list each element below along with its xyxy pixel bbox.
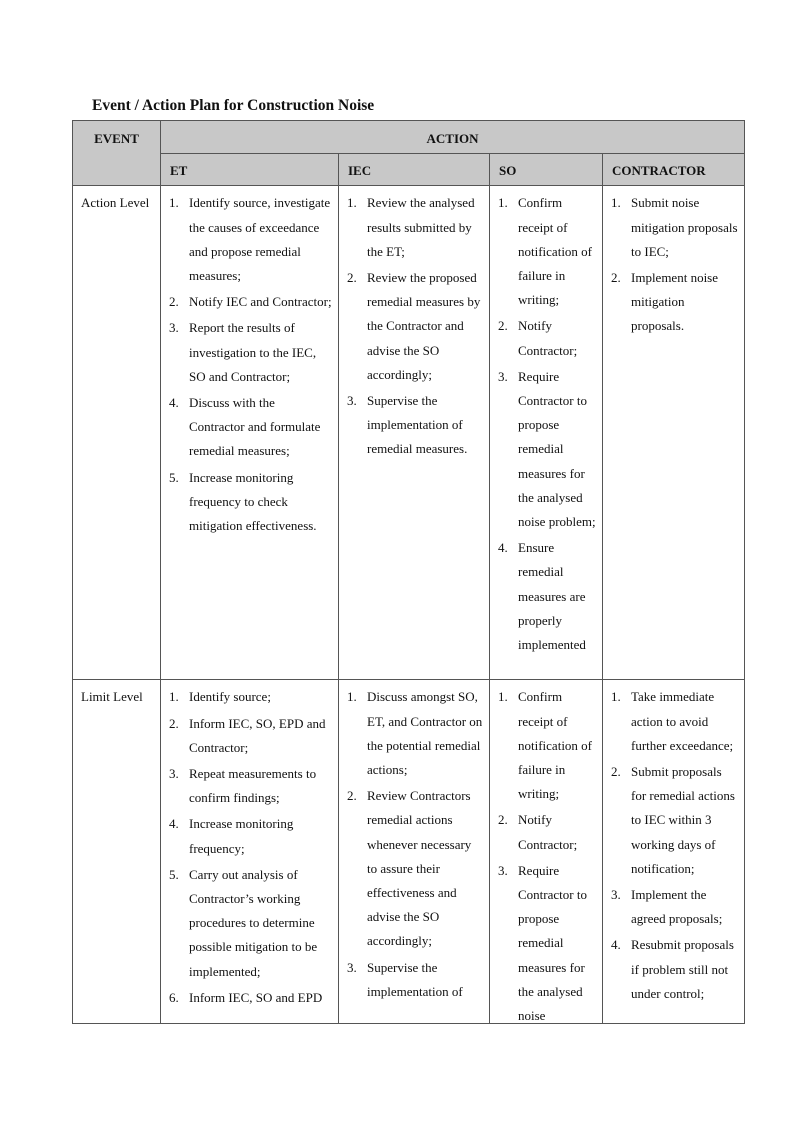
item-text: Review the proposed remedial measures by the Contractor and advise the SO accordingly; <box>367 270 481 382</box>
header-contractor: CONTRACTOR <box>603 154 745 186</box>
item-text: Ensure remedial measures are properly implemented <box>518 540 586 653</box>
item-number: 3. <box>347 959 357 975</box>
item-number: 6. <box>169 989 179 1005</box>
list-item <box>611 266 738 339</box>
list-item <box>169 812 332 860</box>
item-number: 3. <box>169 320 179 336</box>
list-item <box>169 863 332 984</box>
item-number: 2. <box>169 294 179 310</box>
list-item <box>611 883 738 931</box>
item-text: Identify source; <box>189 689 271 705</box>
et-actions <box>161 186 339 680</box>
item-number: 2. <box>611 270 621 286</box>
item-text: Implement noise mitigation proposals. <box>631 270 719 334</box>
header-event: EVENT <box>73 121 161 186</box>
item-number: 4. <box>498 540 508 556</box>
iec-actions <box>339 186 490 680</box>
item-number: 1. <box>498 689 508 705</box>
list-item <box>611 191 738 264</box>
header-et: ET <box>161 154 339 186</box>
event-cell: Limit Level <box>73 680 161 1024</box>
item-text: Report the results of investigation to the IEC, SO and Contractor; <box>189 320 317 384</box>
item-text: Notify IEC and Contractor; <box>189 294 332 310</box>
item-text: Inform IEC, SO, EPD and Contractor; <box>189 715 326 755</box>
item-text: Submit noise mitigation proposals to IEC; <box>631 195 738 259</box>
contractor-actions <box>603 680 745 1024</box>
list-item <box>611 760 738 881</box>
item-number: 3. <box>347 393 357 409</box>
list-item <box>169 466 332 539</box>
item-number: 4. <box>169 395 179 411</box>
event-action-table <box>72 120 745 1024</box>
list-item <box>347 956 483 1004</box>
iec-actions <box>339 680 490 1024</box>
list-item <box>169 316 332 389</box>
item-number: 1. <box>611 195 621 211</box>
item-text: Confirm receipt of notification of failure in writing; <box>518 689 593 802</box>
item-number: 2. <box>347 270 357 286</box>
so-actions <box>490 186 603 680</box>
item-text: Review the analysed results submitted by the ET; <box>367 195 475 259</box>
item-text: Require Contractor to propose remedial measures for the analysed noise problem; <box>518 368 596 530</box>
item-text: Confirm receipt of notification of failure in writing; <box>518 195 593 308</box>
list-item <box>498 536 596 657</box>
et-actions <box>161 680 339 1024</box>
page-title: Event / Action Plan for Construction Noise <box>92 97 375 114</box>
list-item <box>347 191 483 264</box>
item-number: 2. <box>498 318 508 334</box>
item-text: Resubmit proposals if problem still not under control; <box>631 937 734 1001</box>
event-cell: Action Level <box>73 186 161 680</box>
item-number: 1. <box>347 689 357 705</box>
item-number: 1. <box>498 195 508 211</box>
item-text: Discuss with the Contractor and formulate remedial measures; <box>189 395 321 459</box>
list-item <box>611 933 738 1006</box>
header-row-sub <box>73 154 745 186</box>
item-number: 2. <box>611 764 621 780</box>
item-number: 1. <box>169 195 179 211</box>
header-so: SO <box>490 154 603 186</box>
list-item <box>169 762 332 810</box>
item-text: Increase monitoring frequency to check mitigation effectiveness. <box>189 469 317 534</box>
item-text: Inform IEC, SO and EPD <box>189 989 323 1005</box>
item-number: 2. <box>347 788 357 804</box>
list-item <box>347 784 483 953</box>
item-text: Submit proposals for remedial actions to IEC within 3 working days of notification; <box>631 764 735 876</box>
item-text: Implement the agreed proposals; <box>631 887 723 927</box>
item-text: Take immediate action to avoid further exceedance; <box>631 689 734 753</box>
item-text: Review Contractors remedial actions whenever necessary to assure their effectiveness and advise the SO accordingly; <box>367 788 472 949</box>
list-item <box>498 314 596 362</box>
contractor-actions <box>603 186 745 680</box>
list-item <box>169 290 332 314</box>
list-item <box>498 191 596 312</box>
list-item <box>169 391 332 464</box>
list-item <box>498 808 596 856</box>
item-text: Carry out analysis of Contractor’s working procedures to determine possible mitigation to be implemented; <box>189 866 318 979</box>
item-number: 4. <box>611 937 621 953</box>
list-item <box>347 389 483 462</box>
header-iec: IEC <box>339 154 490 186</box>
item-text: Supervise the implementation of remedial measures. <box>367 393 468 457</box>
list-item <box>498 365 596 534</box>
list-item <box>498 685 596 806</box>
table-row <box>73 680 745 1024</box>
list-item <box>169 685 332 709</box>
item-number: 5. <box>169 866 179 882</box>
item-text: Repeat measurements to confirm findings; <box>189 766 317 806</box>
item-number: 1. <box>611 689 621 705</box>
item-text: Identify source, investigate the causes of exceedance and propose remedial measures; <box>189 195 331 284</box>
so-actions <box>490 680 603 1024</box>
header-row-main <box>73 121 745 154</box>
list-item <box>347 266 483 387</box>
header-action: ACTION <box>161 121 745 154</box>
item-text: Require Contractor to propose remedial measures for the analysed noise <box>518 862 587 1024</box>
list-item <box>347 685 483 782</box>
item-text: Notify Contractor; <box>518 318 578 358</box>
list-item <box>169 191 332 288</box>
item-text: Discuss amongst SO, ET, and Contractor on the potential remedial actions; <box>367 689 483 778</box>
item-text: Supervise the implementation of <box>367 959 463 999</box>
item-number: 3. <box>611 887 621 903</box>
list-item <box>498 859 596 1024</box>
list-item <box>611 685 738 758</box>
item-text: Notify Contractor; <box>518 812 578 852</box>
item-number: 3. <box>498 862 508 878</box>
item-number: 5. <box>169 469 179 485</box>
list-item <box>169 986 332 1010</box>
item-number: 4. <box>169 816 179 832</box>
list-item <box>169 712 332 760</box>
item-number: 1. <box>169 689 179 705</box>
item-number: 2. <box>169 715 179 731</box>
item-text: Increase monitoring frequency; <box>189 816 294 856</box>
item-number: 1. <box>347 195 357 211</box>
item-number: 3. <box>169 766 179 782</box>
table-row <box>73 186 745 680</box>
item-number: 3. <box>498 368 508 384</box>
item-number: 2. <box>498 812 508 828</box>
